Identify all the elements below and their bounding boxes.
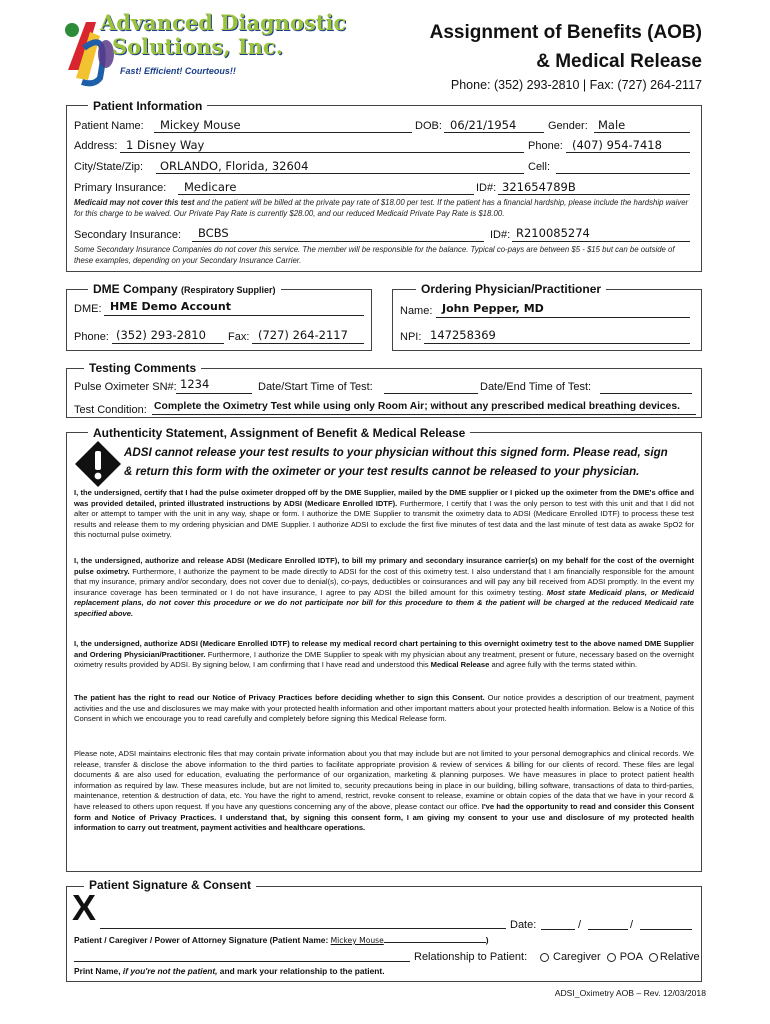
npi-value[interactable]: 147258369 (430, 328, 496, 342)
secondary-id-line[interactable] (512, 241, 690, 242)
primary-id-value[interactable]: 321654789B (502, 180, 576, 194)
relative-option[interactable]: Relative (659, 951, 700, 963)
relative-radio[interactable] (649, 953, 658, 962)
sn-value[interactable]: 1234 (180, 377, 210, 391)
physician-name-line[interactable] (436, 317, 690, 318)
primary-insurance-line[interactable] (178, 194, 474, 195)
start-time-label: Date/Start Time of Test: (258, 381, 373, 393)
signature-patient-name: Mickey Mouse (330, 936, 384, 945)
secondary-id-label: ID#: (490, 229, 511, 241)
address-label: Address: (74, 140, 118, 152)
auth-p1-bold: I, the undersigned, certify that I had the pulse oximeter dropped off by the DME Supplier, mailed by the DME supplier or I picked up the oximeter from the DME's office and was provided detailed, printed illustrated instructions by ADSI (Medicare Enrolled IDTF). (74, 488, 694, 508)
dme-fax-label: Fax: (228, 331, 250, 343)
date-slash-2: / (630, 919, 634, 931)
print-caption-end: and mark your relationship to the patient. (219, 966, 385, 976)
signature-caption: Patient / Caregiver / Power of Attorney Signature (Patient Name: Mickey Mouse ) (74, 935, 489, 945)
dob-line[interactable] (444, 132, 544, 133)
warning-icon (74, 440, 122, 488)
auth-p2-bold: I, the undersigned, authorize and release ADSI (Medicare Enrolled IDTF), to bill my primary and secondary insurance carrier(s) on my behalf for the cost of the overnight pulse oximetry. (74, 556, 694, 576)
secondary-insurance-line[interactable] (192, 241, 484, 242)
date-year-line[interactable] (640, 929, 692, 930)
contact-line: Phone: (352) 293-2810 | Fax: (727) 264-2117 (450, 78, 702, 92)
auth-p3-text: Furthermore, I authorize the DME Supplier to speak with my physician about any treatment, present or future, necessary based on the overnight oximetry results provided by ADSI. By signing below, I am confirming that I have read and understood this (74, 649, 694, 670)
patient-name-label: Patient Name: (74, 120, 144, 132)
physician-name-label: Name: (400, 305, 433, 317)
primary-insurance-label: Primary Insurance: (74, 182, 167, 194)
signature-caption-text: Patient / Caregiver / Power of Attorney Signature (Patient Name: (74, 935, 329, 945)
primary-id-label: ID#: (476, 182, 497, 194)
sn-label: Pulse Oximeter SN#: (74, 381, 177, 393)
auth-p3-bold: I, the undersigned, authorize ADSI (Medicare Enrolled IDTF) to release my medical record chart pertaining to this overnight oximetry test to the above named DME Supplier and Ordering Physician/Practitioner. (74, 639, 694, 659)
gender-value[interactable]: Male (598, 118, 626, 132)
signature-x-mark: X (72, 887, 97, 928)
auth-p3-end: and agree fully with the terms stated within. (489, 660, 638, 670)
patient-name-line[interactable] (154, 132, 412, 133)
caregiver-option[interactable]: Caregiver (553, 951, 601, 963)
logo-line2: Solutions, Inc. (112, 34, 284, 59)
date-slash-1: / (578, 919, 582, 931)
signature-caption-line (384, 935, 486, 943)
dme-fax-line[interactable] (252, 343, 364, 344)
secondary-insurance-value[interactable]: BCBS (198, 226, 229, 240)
warning-line1: ADSI cannot release your test results to your physician without this signed form. Please read, sign (124, 446, 668, 459)
medicaid-note-text: and the patient will be billed at the private pay rate of $18.00 per test. If the patient has a financial hardship, please include the hardship waiver for this charge to be waived. Our Private Pay Rate is currently $28.00, and our reduced Medicaid Private Pay Rate is $18.00. (74, 198, 689, 218)
auth-paragraph-4 (74, 693, 694, 725)
dme-title-text: DME Company (93, 282, 178, 296)
dob-label: DOB: (415, 120, 442, 132)
condition-label: Test Condition: (74, 404, 147, 416)
warning-line2: & return this form with the oximeter or your test results cannot be released to your physician. (124, 465, 640, 478)
auth-p4-text: Our notice provides a description of our treatment, payment activities and the use and disclosures we may make with your protected health information and other important matters about your protected health information. Below is a Notice of this Consent in which we encourage you to read carefully and completely before signing this Medical Release form. (74, 693, 694, 724)
primary-insurance-value[interactable]: Medicare (184, 180, 237, 194)
logo-tagline: Fast! Efficient! Courteous!! (120, 66, 236, 76)
npi-label: NPI: (400, 331, 422, 343)
medicaid-note-bold: Medicaid may not cover this test (74, 198, 195, 207)
npi-line[interactable] (424, 343, 690, 344)
auth-p5-text: Please note, ADSI maintains electronic files that may contain private information about you that may include but are not limited to your personal demographics and clinical records. We release, transfer & disclose the above information to the third parties to facilitate appropriate provision & review of services & billing for our clients of record. These files are legal documents & are also used for education, evaluating the performance of our organization, marketing & planning purposes. We have measures in place to protect patient health information as required by law. These measures include, but are not limited to, security precautions being in place in our building, billing software, transactions of data to third-parties, maintenance, retention & destruction of data, etc. You have the right to amend, restrict, revoke consent to release, examine or obtain copies of the data that we have in your record & have released to others upon request. If you have any questions concerning any of the above, please contact our office. (74, 749, 694, 811)
city-value[interactable]: ORLANDO, Florida, 32604 (160, 159, 309, 173)
physician-title: Ordering Physician/Practitioner (416, 282, 606, 296)
phone-line[interactable] (566, 152, 690, 153)
phone-label: Phone: (528, 140, 563, 152)
patient-name-value[interactable]: Mickey Mouse (160, 118, 241, 132)
auth-paragraph-2 (74, 556, 694, 620)
print-caption-bold: Print Name, (74, 966, 121, 976)
city-label: City/State/Zip: (74, 161, 144, 173)
condition-line[interactable] (152, 414, 696, 415)
auth-p3-bold2: Medical Release (430, 660, 490, 670)
auth-p4-bold: The patient has the right to read our Notice of Privacy Practices before deciding whether to sign this Consent. (74, 693, 485, 702)
primary-id-line[interactable] (498, 194, 690, 195)
gender-label: Gender: (548, 120, 588, 132)
dme-title-sub: (Respiratory Supplier) (181, 285, 276, 295)
auth-p1-text: Furthermore, I certify that I was the only person to test with this unit and that I did not alter or attempt to tamper with the unit in any way, shape or form. I authorize the DME Supplier to transmit the oximetry data to ADSI (Medicare Enrolled IDTF) to process these test results and release them to my ordering physician and DME Supplier. I authorize ADSI to exclude the first five minutes of test data and the last minute of test data as awake SpO2 for this nocturnal pulse oximetry. (74, 498, 694, 540)
print-name-caption (74, 966, 385, 976)
footer-revision: ADSI_Oximetry AOB – Rev. 12/03/2018 (554, 988, 706, 998)
print-caption-italic: if you're not the patient, (122, 966, 218, 976)
dob-value[interactable]: 06/21/1954 (450, 118, 517, 132)
auth-paragraph-1 (74, 488, 694, 541)
sn-line[interactable] (176, 393, 252, 394)
cell-line[interactable] (556, 173, 690, 174)
poa-radio[interactable] (607, 953, 616, 962)
logo-line1: Advanced Diagnostic (100, 10, 347, 35)
signature-line[interactable] (100, 928, 506, 929)
signature-title: Patient Signature & Consent (84, 878, 256, 892)
auth-paragraph-3 (74, 639, 694, 671)
start-time-line[interactable] (384, 393, 478, 394)
auth-p2-text: Furthermore, I authorize the payment to be made directly to ADSI for the cost of this oximetry test. I also understand that I am financially responsible for the amount that my insurance, primary and/or secondary, does not cover due to denial(s), co-pays, deductibles or coinsurances and will pay any bill received from ADSI promptly. In the event my insurance coverage has been terminated or I do not have insurance, I agree to pay ADSI the billed amount for this oximetry testing. (74, 566, 694, 597)
gender-line[interactable] (594, 132, 690, 133)
condition-value[interactable]: Complete the Oximetry Test while using only Room Air; without any prescribed medical breathing devices. (154, 401, 680, 412)
address-value[interactable]: 1 Disney Way (126, 138, 205, 152)
auth-paragraph-5 (74, 749, 694, 834)
authenticity-title: Authenticity Statement, Assignment of Benefit & Medical Release (88, 426, 470, 440)
auth-p2-bold-italic: Most state Medicaid plans, or Medicaid replacement plans, do not cover this procedure or we do not participate nor bill for this procedure to them & the patient will be charged at the reduced Medicaid rate specified above. (74, 587, 694, 618)
dme-value[interactable]: HME Demo Account (110, 300, 231, 313)
relationship-options (540, 951, 700, 963)
dme-fax-value[interactable]: (727) 264-2117 (258, 328, 348, 342)
auth-p5-bold: I've had the opportunity to read and consider this Consent form and Notice of Privacy Practices. I understand that, by signing this consent form, I am giving my consent to your use and disclosure of my protected health information to carry out treatment, payment activities and healthcare operations. (74, 801, 694, 833)
address-line[interactable] (120, 152, 524, 153)
physician-name-value[interactable]: John Pepper, MD (442, 302, 544, 315)
page-title: Assignment of Benefits (AOB) (429, 22, 702, 43)
dme-line[interactable] (104, 315, 364, 316)
page-subtitle: & Medical Release (536, 51, 702, 72)
patient-info-title: Patient Information (88, 99, 207, 113)
relationship-label: Relationship to Patient: (414, 951, 528, 963)
print-name-line[interactable] (74, 961, 410, 962)
date-day-line[interactable] (588, 929, 628, 930)
end-time-line[interactable] (600, 393, 692, 394)
secondary-note: Some Secondary Insurance Companies do not cover this service. The member will be responsible for the balance. Typical co-pays are between $5 - $15 but can be outside of these examples, depending on your Secondary Insurance Carrier. (74, 245, 675, 265)
end-time-label: Date/End Time of Test: (480, 381, 592, 393)
testing-title: Testing Comments (84, 361, 201, 375)
dme-phone-line[interactable] (112, 343, 224, 344)
dme-phone-label: Phone: (74, 331, 109, 343)
poa-option[interactable]: POA (619, 951, 643, 963)
medicaid-note (74, 198, 694, 219)
dme-phone-value[interactable]: (352) 293-2810 (116, 328, 206, 342)
city-line[interactable] (156, 173, 524, 174)
logo (60, 8, 347, 90)
phone-value[interactable]: (407) 954-7418 (572, 138, 662, 152)
dme-label: DME: (74, 303, 102, 315)
dme-title (88, 282, 281, 296)
cell-label: Cell: (528, 161, 551, 173)
date-month-line[interactable] (541, 929, 575, 930)
secondary-insurance-label: Secondary Insurance: (74, 229, 182, 241)
secondary-id-value[interactable]: R210085274 (516, 226, 590, 240)
date-label: Date: (510, 919, 537, 931)
caregiver-radio[interactable] (540, 953, 549, 962)
